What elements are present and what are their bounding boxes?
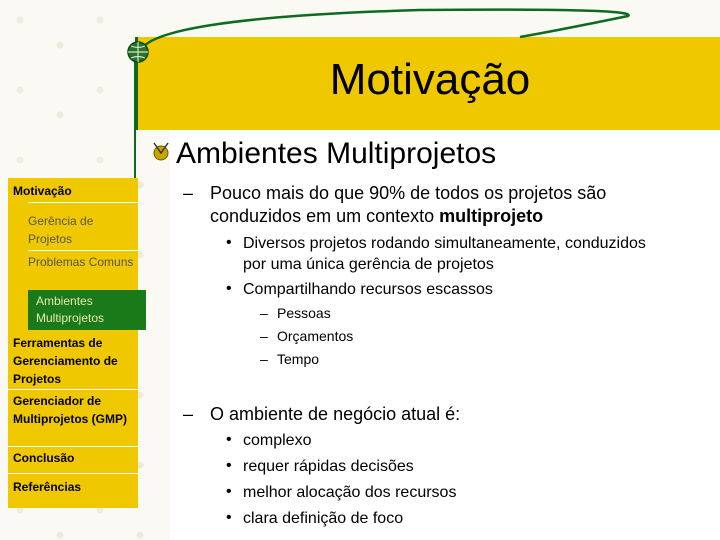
sub-sub-point-3: Tempo — [277, 351, 320, 367]
sidebar-item-gerencia[interactable]: Gerência de Projetos — [28, 214, 94, 246]
sidebar-item-ambientes[interactable]: Ambientes Multiprojetos — [28, 290, 146, 330]
sidebar-divider — [8, 446, 146, 447]
sidebar-item-conclusao[interactable]: Conclusão — [13, 451, 75, 465]
sub-point-2: Compartilhando recursos escassos — [243, 281, 493, 298]
sidebar-divider — [8, 473, 146, 474]
sidebar-item-gmp[interactable]: Gerenciador de Multiprojetos (GMP) — [13, 394, 127, 426]
bullet-marker: • — [226, 234, 232, 251]
sidebar-divider — [8, 389, 146, 390]
sub-point-foco: clara definição de foco — [243, 510, 404, 527]
slide-title: Motivação — [329, 55, 531, 104]
dash-marker: – — [183, 404, 194, 424]
background-pattern-top — [170, 0, 720, 40]
point-1-line1: Pouco mais do que 90% de todos os projetos são — [210, 183, 607, 203]
sub-point-1-cont: por uma única gerência de projetos — [243, 256, 494, 273]
point-2-text: O ambiente de negócio atual é: — [210, 404, 461, 424]
bullet-marker: • — [226, 483, 232, 500]
sub-point-decisoes: requer rápidas decisões — [243, 458, 414, 475]
dash-marker: – — [260, 328, 268, 344]
point-1-bold: multiprojeto — [439, 206, 544, 226]
sub-point-1: Diversos projetos rodando simultaneamente, conduzidos — [243, 235, 646, 252]
sub-point-alocacao: melhor alocação dos recursos — [243, 484, 457, 501]
point-1-line2 — [210, 205, 543, 227]
sidebar-nav — [8, 178, 138, 508]
dash-marker: – — [260, 351, 268, 367]
sidebar-divider — [28, 250, 146, 251]
sidebar-item-ferramentas[interactable]: Ferramentas de Gerenciamento de Projetos — [13, 336, 118, 386]
bullet-marker: • — [226, 431, 232, 448]
dash-marker: – — [183, 183, 194, 203]
bullet-marker: • — [226, 280, 232, 297]
sidebar-item-problemas[interactable]: Problemas Comuns — [28, 255, 134, 269]
section-heading: Ambientes Multiprojetos — [176, 137, 497, 170]
sidebar-divider — [28, 202, 146, 203]
bullet-icon — [150, 140, 172, 162]
sub-sub-point-1: Pessoas — [277, 305, 331, 321]
bullet-marker: • — [226, 457, 232, 474]
sub-sub-point-2: Orçamentos — [277, 328, 354, 344]
dash-marker: – — [260, 305, 268, 321]
point-1-line2-text: conduzidos em um contexto — [210, 206, 440, 226]
bullet-marker: • — [226, 509, 232, 526]
sidebar-item-motivacao[interactable]: Motivação — [13, 184, 72, 198]
sidebar-item-referencias[interactable]: Referências — [13, 480, 82, 494]
sub-point-complexo: complexo — [243, 432, 312, 449]
